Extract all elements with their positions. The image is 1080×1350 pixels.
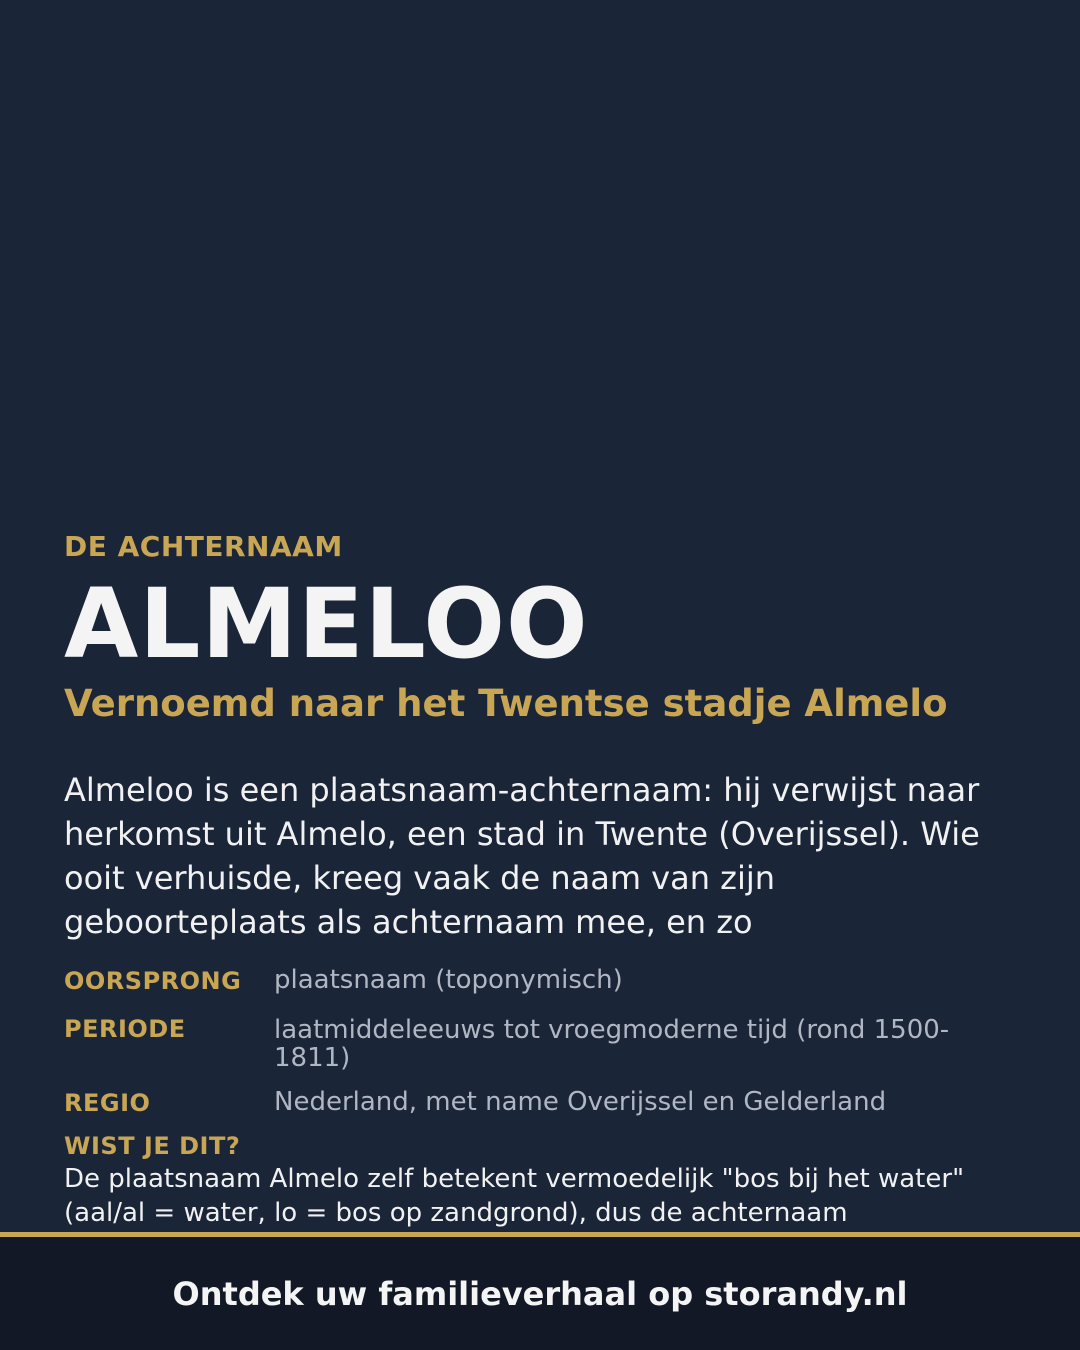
footer-banner [0, 1232, 1080, 1350]
fact-label: OORSPRONG [64, 967, 242, 995]
fact-value-text: laatmiddeleeuws tot vroegmoderne tijd (rond 1500-1811) [274, 1015, 950, 1073]
fact-value [274, 964, 1024, 998]
trivia-text: De plaatsnaam Almelo zelf betekent vermoedelijk "bos bij het water" (aal/al = water, lo = bos op zandgrond), dus de achternaam [64, 1164, 965, 1228]
fact-value-text: plaatsnaam (toponymisch) [274, 965, 623, 995]
surname-tagline: Vernoemd naar het Twentse stadje Almelo [64, 682, 948, 725]
fact-row-region [64, 1086, 1024, 1120]
fact-value [274, 1086, 1024, 1120]
trivia-section [64, 1130, 1024, 1230]
fact-label: REGIO [64, 1089, 151, 1117]
facts-list [64, 964, 1024, 1134]
surname-title: ALMELOO [64, 568, 589, 680]
footer-cta: Ontdek uw familieverhaal op storandy.nl [172, 1274, 908, 1313]
surname-description: Almeloo is een plaatsnaam-achternaam: hij verwijst naar herkomst uit Almelo, een stad in Twente (Overijssel). Wie ooit verhuisde, kreeg vaak de naam van zijn geboorteplaats als achternaam mee, en zo [64, 771, 980, 941]
fact-label: PERIODE [64, 1015, 186, 1043]
fact-value [274, 1012, 1024, 1072]
eyebrow-label: DE ACHTERNAAM [64, 530, 343, 563]
fact-value-text: Nederland, met name Overijssel en Gelderland [274, 1087, 887, 1117]
fact-row-period [64, 1012, 1024, 1072]
trivia-label: WIST JE DIT? [64, 1132, 241, 1160]
fact-row-origin [64, 964, 1024, 998]
